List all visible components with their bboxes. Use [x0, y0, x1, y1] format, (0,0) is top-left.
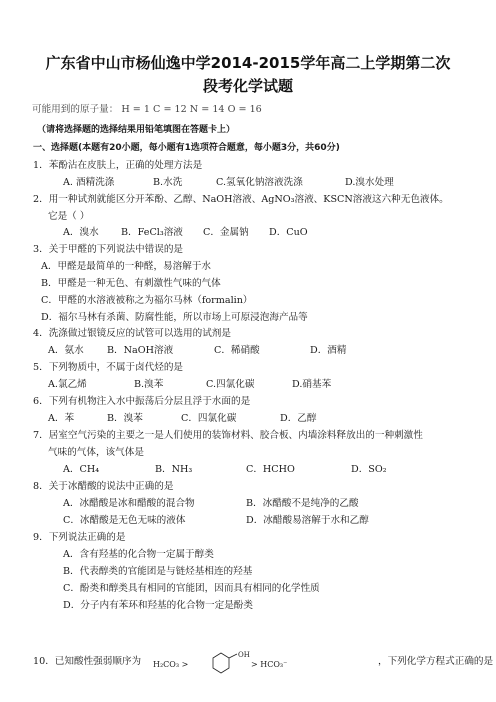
question-1-option-c: C.氢氧化钠溶液洗涤 — [216, 177, 303, 188]
question-5-option-d: D.硝基苯 — [292, 379, 332, 390]
acidity-order-formula — [153, 648, 375, 682]
question-9-option-d: D．分子内有苯环和羟基的化合物一定是酚类 — [63, 600, 253, 611]
question-6-option-c: C．四氯化碳 — [181, 413, 237, 424]
atomic-masses: 可能用到的原子量： H = 1 C = 12 N = 14 O = 16 — [32, 104, 262, 115]
question-2-option-c: C．金属钠 — [203, 227, 249, 238]
question-9-option-b: B．代表醇类的官能团是与链烃基相连的羟基 — [63, 566, 253, 577]
question-1-option-a: A. 酒精洗涤 — [63, 177, 115, 188]
question-8-option-d: D．冰醋酸易溶解于水和乙醇 — [246, 515, 369, 526]
question-9-option-c: C．酚类和醇类具有相同的官能团，因而具有相同的化学性质 — [63, 583, 320, 594]
question-1-option-d: D.溴水处理 — [345, 177, 394, 188]
question-1-stem: 1．苯酚沾在皮肤上，正确的处理方法是 — [33, 160, 203, 171]
question-7-option-c: C．HCHO — [246, 464, 295, 475]
question-6-option-d: D．乙醇 — [280, 413, 317, 424]
question-4-option-a: A．氨水 — [48, 345, 84, 356]
section-one-header: 一、选择题(本题有20小题，每小题有1选项符合题意，每小题3分，共60分) — [33, 143, 340, 153]
question-8-option-a: A．冰醋酸是冰和醋酸的混合物 — [63, 498, 195, 509]
question-3-option-b: B．甲醛是一种无色、有刺激性气味的气体 — [41, 278, 221, 289]
phenol-ring-icon — [213, 653, 237, 673]
question-1-option-b: B.水洗 — [153, 177, 183, 188]
question-2-stem-cont: 它是（ ） — [48, 211, 90, 222]
question-6-stem: 6．下列有机物注入水中振荡后分层且浮于水面的是 — [33, 396, 251, 407]
question-2-option-d: D．CuO — [269, 227, 308, 238]
answer-instruction: （请将选择题的选择结果用铅笔填图在答题卡上） — [37, 125, 236, 135]
question-4-option-c: C．稀硝酸 — [214, 345, 260, 356]
question-5-stem: 5．下列物质中，不属于卤代烃的是 — [33, 362, 184, 373]
question-7-option-a: A．CH₄ — [63, 464, 100, 475]
question-3-option-d: D．福尔马林有杀菌、防腐性能，所以市场上可原浸泡海产品等 — [41, 312, 308, 323]
question-3-option-a: A．甲醛是最简单的一种醛，易溶解于水 — [41, 261, 212, 272]
question-5-option-c: C.四氯化碳 — [206, 379, 255, 390]
question-9-stem: 9．下列说法正确的是 — [33, 532, 126, 543]
question-10-stem-tail: ，下列化学方程式正确的是 — [378, 656, 494, 667]
question-8-option-c: C．冰醋酸是无色无味的液体 — [63, 515, 186, 526]
question-10-stem: 10．已知酸性强弱顺序为 — [33, 656, 142, 667]
question-7-stem-cont: 气味的气体，该气体是 — [48, 447, 144, 458]
question-4-option-d: D．酒精 — [310, 345, 347, 356]
question-3-stem: 3．关于甲醛的下列说法中错误的是 — [33, 244, 184, 255]
formula-right-text: > HCO₃⁻ — [251, 660, 288, 669]
question-6-option-b: B．溴苯 — [107, 413, 143, 424]
exam-title-line2: 段考化学试题 — [202, 77, 293, 95]
question-6-option-a: A．苯 — [48, 413, 75, 424]
question-4-stem: 4．洗涤做过银镜反应的试管可以选用的试剂是 — [33, 328, 231, 339]
formula-oh-text: OH — [238, 651, 250, 659]
question-4-option-b: B．NaOH溶液 — [107, 345, 174, 356]
question-7-option-d: D．SO₂ — [351, 464, 387, 475]
acidity-order-svg — [153, 648, 375, 682]
question-8-option-b: B．冰醋酸不是纯净的乙酸 — [246, 498, 359, 509]
question-2-stem: 2．用一种试剂就能区分开苯酚、乙醇、NaOH溶液、AgNO₃溶液、KSCN溶液这六种无色液体。 — [33, 194, 449, 205]
exam-title-line1: 广东省中山市杨仙逸中学2014-2015学年高二上学期第二次 — [45, 54, 451, 72]
question-2-option-a: A．溴水 — [63, 227, 99, 238]
question-7-option-b: B．NH₃ — [155, 464, 193, 475]
question-5-option-b: B.溴苯 — [134, 379, 164, 390]
question-7-stem: 7．居室空气污染的主要之一是人们使用的装饰材料、胶合板、内墙涂料释放出的一种刺激性 — [33, 430, 423, 441]
question-3-option-c: C．甲醛的水溶液被称之为福尔马林（formalin） — [41, 295, 253, 306]
question-9-option-a: A．含有羟基的化合物一定属于醇类 — [63, 549, 214, 560]
question-2-option-b: B．FeCl₃溶液 — [121, 227, 183, 238]
question-8-stem: 8．关于冰醋酸的说法中正确的是 — [33, 481, 174, 492]
formula-left-text: H₂CO₃ > — [153, 660, 189, 669]
question-5-option-a: A.氯乙烯 — [48, 379, 87, 390]
